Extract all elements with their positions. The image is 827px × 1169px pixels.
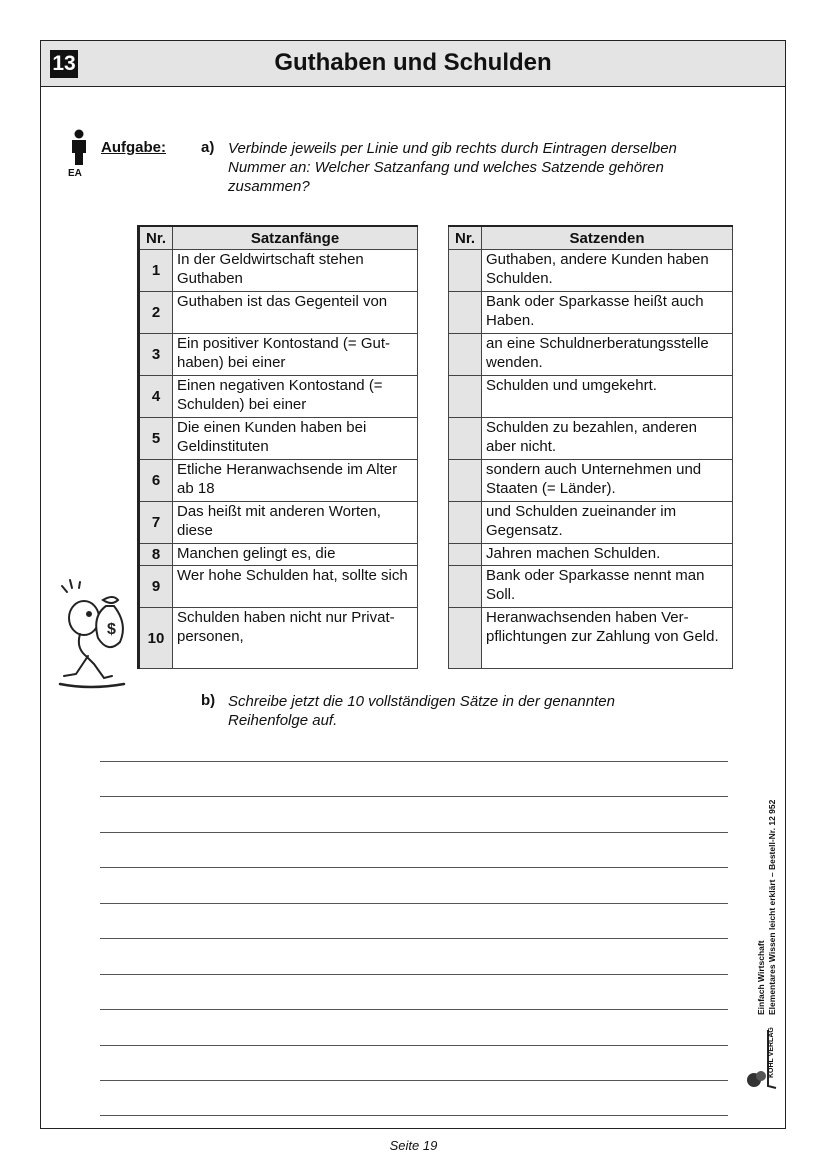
series-title: Einfach Wirtschaft — [756, 940, 766, 1015]
writing-line-7[interactable] — [100, 974, 728, 975]
answer-number-field[interactable] — [449, 376, 482, 418]
table-row — [139, 334, 418, 376]
table-row — [449, 460, 733, 502]
sentence-start: Wer hohe Schulden hat, sollte sich — [173, 566, 418, 608]
task-b-text: Schreibe jetzt die 10 vollständigen Sätze in der genannten Reihenfolge auf. — [228, 693, 615, 729]
row-number: 2 — [139, 292, 173, 334]
table-row — [139, 292, 418, 334]
task-b-marker: b) — [201, 692, 216, 709]
table-row — [449, 566, 733, 608]
table-row — [139, 250, 418, 292]
row-number: 1 — [139, 250, 173, 292]
writing-line-11[interactable] — [100, 1115, 728, 1116]
table-row — [449, 502, 733, 544]
page-number: Seite 19 — [389, 1138, 438, 1153]
sentence-start: Einen negativen Kontostand (= Schulden) bei einer — [173, 376, 418, 418]
series-subtitle: Elementares Wissen leicht erklärt – Bestell-Nr. 12 952 — [767, 799, 777, 1015]
sentence-end: Jahren machen Schulden. — [482, 544, 733, 566]
writing-line-6[interactable] — [100, 938, 728, 939]
table-row — [139, 460, 418, 502]
table-row — [449, 334, 733, 376]
sentence-start: Guthaben ist das Gegenteil von — [173, 292, 418, 334]
writing-line-3[interactable] — [100, 832, 728, 833]
sentence-end: Heranwachsenden haben Ver-pflichtungen zur Zahlung von Geld. — [482, 608, 733, 669]
page-title: Guthaben und Schulden — [274, 49, 552, 76]
answer-number-field[interactable] — [449, 544, 482, 566]
writing-line-10[interactable] — [100, 1080, 728, 1081]
answer-number-field[interactable] — [449, 566, 482, 608]
answer-number-field[interactable] — [449, 608, 482, 669]
table-row — [449, 376, 733, 418]
writing-line-8[interactable] — [100, 1009, 728, 1010]
answer-number-field[interactable] — [449, 250, 482, 292]
sentence-end: und Schulden zueinander im Gegensatz. — [482, 502, 733, 544]
sentence-end: sondern auch Unternehmen und Staaten (= Länder). — [482, 460, 733, 502]
sentence-start: Ein positiver Kontostand (= Gut-haben) bei einer — [173, 334, 418, 376]
chapter-number: 13 — [50, 50, 78, 78]
sentence-end: Schulden zu bezahlen, anderen aber nicht. — [482, 418, 733, 460]
writing-line-5[interactable] — [100, 903, 728, 904]
right-col-nr: Nr. — [449, 226, 482, 250]
table-row — [139, 566, 418, 608]
right-col-text: Satzenden — [482, 226, 733, 250]
sentence-start: Manchen gelingt es, die — [173, 544, 418, 566]
table-row — [139, 418, 418, 460]
table-row — [449, 250, 733, 292]
answer-number-field[interactable] — [449, 502, 482, 544]
sentence-end: Bank oder Sparkasse nennt man Soll. — [482, 566, 733, 608]
row-number: 3 — [139, 334, 173, 376]
sentence-start: Schulden haben nicht nur Privat-personen, — [173, 608, 418, 669]
table-row — [449, 608, 733, 669]
row-number: 5 — [139, 418, 173, 460]
sentence-end: Bank oder Sparkasse heißt auch Haben. — [482, 292, 733, 334]
row-number: 9 — [139, 566, 173, 608]
table-row — [139, 502, 418, 544]
sentence-start: Das heißt mit anderen Worten, diese — [173, 502, 418, 544]
sentence-start: In der Geldwirtschaft stehen Guthaben — [173, 250, 418, 292]
writing-line-4[interactable] — [100, 867, 728, 868]
left-table — [137, 225, 418, 669]
svg-text:$: $ — [107, 621, 116, 638]
answer-number-field[interactable] — [449, 334, 482, 376]
money-bag-mascot-icon — [58, 578, 128, 690]
left-col-text: Satzanfänge — [173, 226, 418, 250]
person-icon — [69, 129, 89, 165]
table-row — [139, 544, 418, 566]
sentence-start: Etliche Heranwachsende im Alter ab 18 — [173, 460, 418, 502]
row-number: 4 — [139, 376, 173, 418]
row-number: 10 — [139, 608, 173, 669]
task-a-text: Verbinde jeweils per Linie und gib rechts durch Eintragen derselben Nummer an: Welcher Satzanfang und welches Satzende gehören zusammen? — [228, 140, 677, 195]
person-label: EA — [68, 168, 82, 179]
table-row — [139, 608, 418, 669]
table-row — [449, 544, 733, 566]
publisher-name: KOHL VERLAG — [768, 1027, 775, 1078]
right-table — [448, 225, 733, 669]
sentence-start: Die einen Kunden haben bei Geldinstituten — [173, 418, 418, 460]
task-a-marker: a) — [201, 139, 215, 156]
row-number: 6 — [139, 460, 173, 502]
table-row — [139, 376, 418, 418]
header-bar — [41, 41, 785, 87]
answer-number-field[interactable] — [449, 292, 482, 334]
left-col-nr: Nr. — [139, 226, 173, 250]
table-row — [449, 418, 733, 460]
sentence-end: an eine Schuldnerberatungsstelle wenden. — [482, 334, 733, 376]
table-row — [449, 292, 733, 334]
sentence-end: Guthaben, andere Kunden haben Schulden. — [482, 250, 733, 292]
writing-line-9[interactable] — [100, 1045, 728, 1046]
answer-number-field[interactable] — [449, 418, 482, 460]
publisher-sidebar — [752, 760, 792, 1080]
answer-number-field[interactable] — [449, 460, 482, 502]
row-number: 7 — [139, 502, 173, 544]
writing-line-2[interactable] — [100, 796, 728, 797]
sentence-end: Schulden und umgekehrt. — [482, 376, 733, 418]
task-heading: Aufgabe: — [101, 139, 166, 156]
row-number: 8 — [139, 544, 173, 566]
writing-line-1[interactable] — [100, 761, 728, 762]
